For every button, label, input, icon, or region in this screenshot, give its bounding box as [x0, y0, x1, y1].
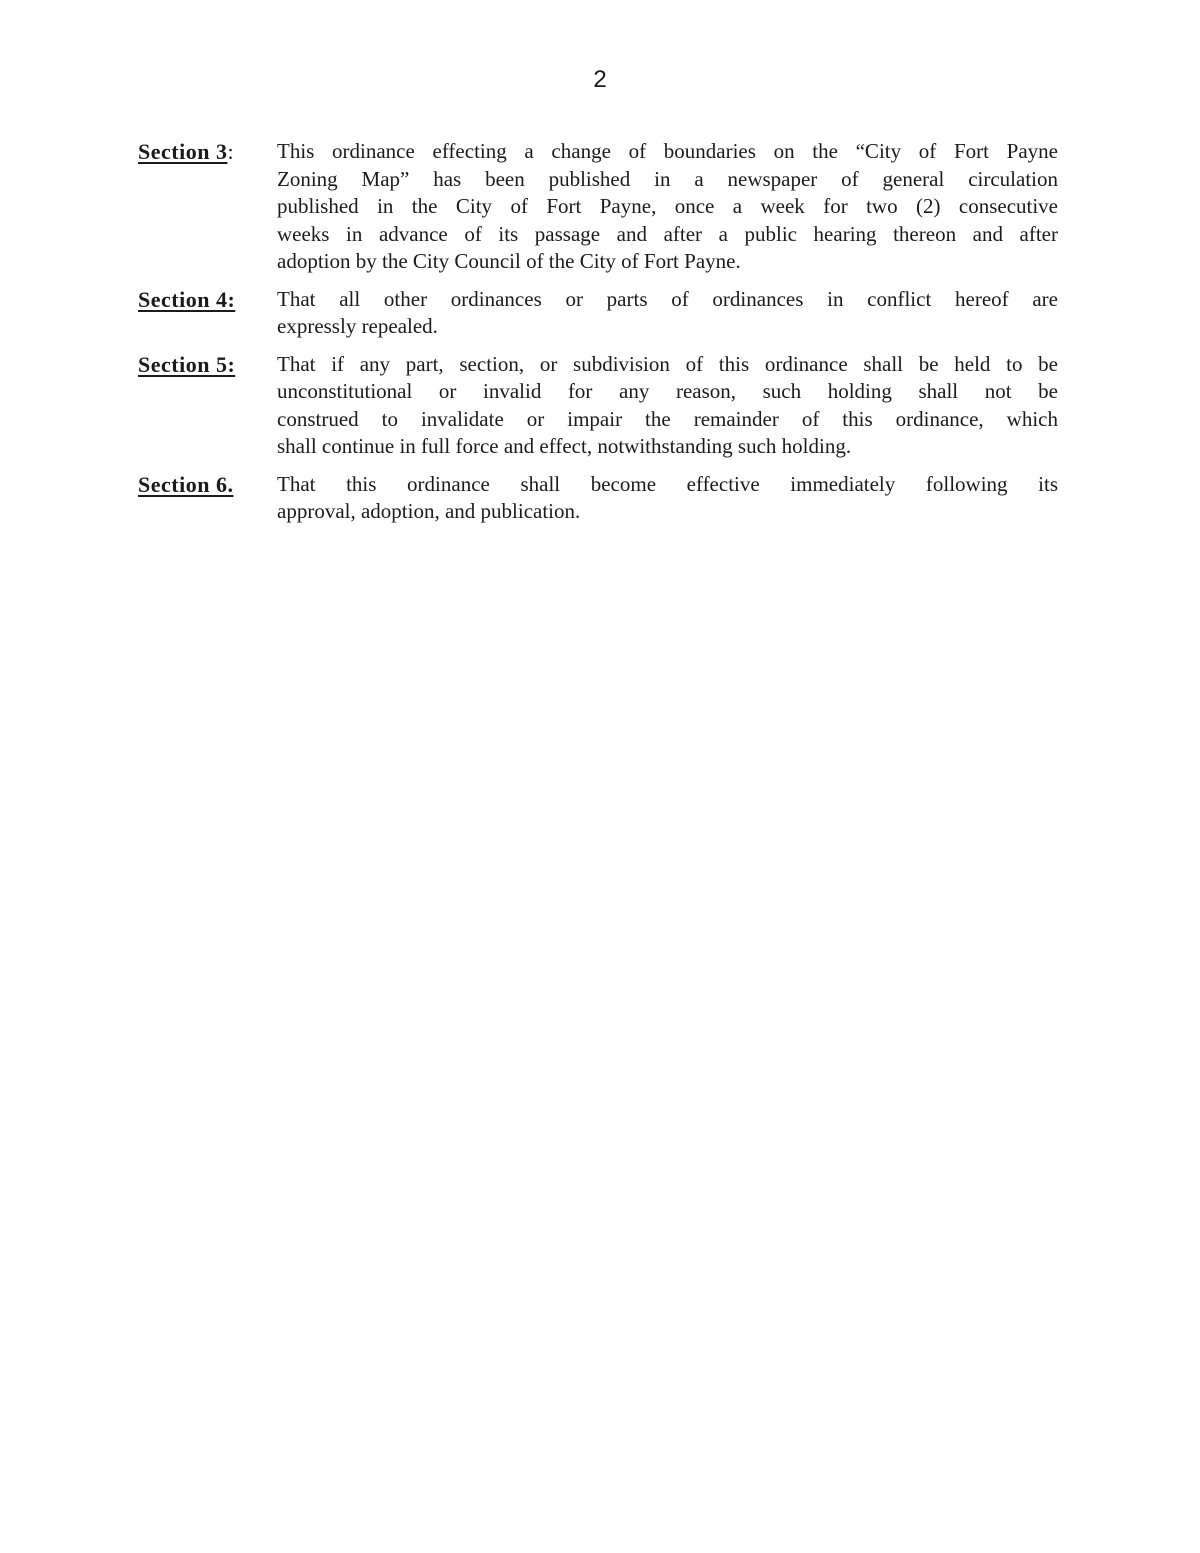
text-line: unconstitutional or invalid for any reason, such holding shall not be — [277, 379, 1058, 403]
text-line: construed to invalidate or impair the remainder of this ordinance, which — [277, 406, 1058, 431]
section-3-row — [138, 138, 1058, 276]
section-4-row — [138, 286, 1058, 341]
text-line: Zoning Map” has been published in a newspaper of general circulation — [277, 166, 1058, 191]
text-line: That this ordinance shall become effective immediately following its — [277, 471, 1058, 496]
section-3-label-suffix: : — [227, 139, 234, 164]
section-5-label-text: Section 5: — [138, 351, 236, 377]
text-line: This ordinance effecting a change of boundaries on the “City of Fort Payne — [277, 139, 1058, 163]
section-5-text — [277, 351, 1058, 461]
text-line: approval, adoption, and publication. — [277, 499, 581, 523]
text-line: expressly repealed. — [277, 314, 438, 338]
text-line: published in the City of Fort Payne, once a week for two (2) consecutive — [277, 194, 1058, 218]
section-6-row — [138, 471, 1058, 526]
page-number: 2 — [593, 66, 607, 93]
text-line: That if any part, section, or subdivision of this ordinance shall be held to be — [277, 351, 1058, 376]
section-3-text — [277, 138, 1058, 276]
section-4-text — [277, 286, 1058, 341]
section-6-text — [277, 471, 1058, 526]
section-5-row — [138, 351, 1058, 461]
section-3-label — [138, 138, 277, 166]
text-line: weeks in advance of its passage and after a public hearing thereon and after — [277, 221, 1058, 246]
section-6-label-text: Section 6. — [138, 471, 234, 497]
section-4-label — [138, 286, 277, 314]
text-line: shall continue in full force and effect, notwithstanding such holding. — [277, 434, 852, 458]
section-6-label — [138, 471, 277, 499]
section-3-label-text: Section 3 — [138, 139, 228, 164]
document-body — [138, 138, 1058, 526]
section-4-label-text: Section 4: — [138, 286, 236, 312]
text-line: That all other ordinances or parts of ordinances in conflict hereof are — [277, 286, 1058, 311]
text-line: adoption by the City Council of the City of Fort Payne. — [277, 249, 741, 273]
section-5-label — [138, 351, 277, 379]
